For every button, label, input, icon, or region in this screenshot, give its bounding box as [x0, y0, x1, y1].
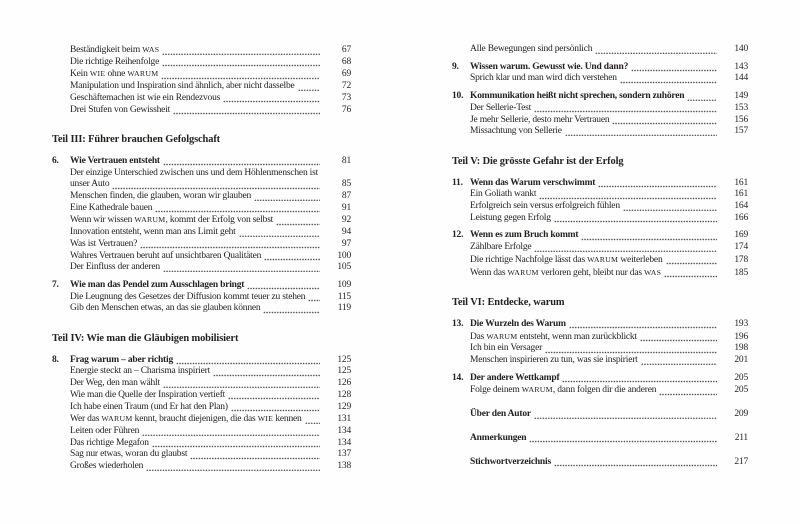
toc-entry-page: 157 [734, 126, 748, 137]
dot-leader [264, 254, 320, 261]
toc-entry-label: Kein WIE ohne WARUM [70, 69, 159, 80]
toc-entry [52, 179, 351, 191]
toc-entry-page: 217 [734, 456, 748, 467]
toc-entry-label: Die Leugnung des Gesetzes der Diffusion kommt teuer zu stehen [70, 291, 306, 302]
toc-entry-label: Eine Kathedrale bauen [70, 202, 153, 213]
toc-entry-page: 68 [341, 56, 351, 67]
toc-entry-label: Folge deinem WARUM, dann folgen dir die anderen [470, 385, 657, 396]
toc-entry-page: 185 [734, 267, 748, 278]
toc-entry-label: Über den Autor [470, 409, 531, 420]
toc-entry-label: Der andere Wettkampf [470, 372, 560, 383]
toc-group [452, 319, 748, 367]
toc-group [52, 44, 351, 116]
dot-leader [581, 234, 717, 241]
toc-entry [52, 292, 351, 304]
dot-leader [142, 429, 320, 436]
dot-leader [162, 48, 320, 55]
dot-leader [659, 389, 717, 396]
dot-leader [176, 358, 320, 365]
dot-leader [534, 412, 717, 419]
toc-group [452, 373, 748, 397]
toc-group [452, 178, 748, 225]
toc-entry-label: Manipulation und Inspiration sind ähnlich, aber nicht dasselbe [70, 81, 295, 92]
toc-entry-label: Der Einfluss der anderen [70, 262, 160, 273]
toc-entry-page: 105 [337, 262, 351, 273]
toc-entry-page: 209 [734, 409, 748, 420]
toc-entry [52, 413, 351, 426]
toc-entry [52, 156, 351, 168]
toc-entry-label: Wissen warum. Gewusst wie. Und dann? [470, 61, 629, 72]
smallcaps-word: WARUM [101, 414, 133, 424]
dot-leader [112, 183, 320, 190]
toc-entry-page: 211 [734, 432, 748, 443]
toc-entry-label: Die Wurzeln des Warum [470, 318, 566, 329]
dot-leader [213, 370, 320, 377]
dot-leader [163, 265, 320, 272]
chapter-number: 9. [452, 61, 459, 72]
toc-entry-label: Wenn das WARUM verloren geht, bleibt nur das WAS [470, 267, 662, 278]
toc-entry [52, 438, 351, 450]
dot-leader [254, 194, 320, 201]
toc-group [452, 91, 748, 138]
toc-entry-label: Das WARUM entsteht, wenn man zurückblickt [470, 331, 637, 342]
toc-entry-label: Wie Vertrauen entsteht [70, 155, 160, 166]
toc-entry-label: Die richtige Reihenfolge [70, 56, 160, 67]
toc-entry [452, 331, 748, 344]
toc-entry-page: 128 [337, 389, 351, 400]
toc-entry [52, 280, 351, 292]
dot-leader [161, 73, 320, 80]
toc-group [52, 156, 351, 274]
toc-entry-label: Die richtige Nachfolge lässt das WARUM weiterleben [470, 254, 663, 265]
toc-entry [452, 230, 748, 242]
toc-entry [452, 373, 748, 385]
dot-leader [534, 106, 717, 113]
toc-entry-continuation-line: Der einzige Unterschied zwischen uns und dem Höhlenmenschen ist [70, 167, 319, 178]
toc-entry-label: Der Sellerie-Test [470, 102, 532, 113]
dot-leader [231, 405, 320, 412]
toc-entry-label: Kommunikation heißt nicht sprechen, sondern zuhören [470, 91, 685, 102]
dot-leader [612, 118, 717, 125]
toc-entry [452, 254, 748, 267]
toc-entry-page: 161 [734, 177, 748, 188]
dot-leader [263, 307, 320, 314]
toc-entry-page: 119 [337, 303, 351, 314]
toc-entry-label: Innovation entsteht, wenn man ans Limit geht [70, 227, 236, 238]
toc-entry-page: 125 [337, 354, 351, 365]
smallcaps-word: WARUM [134, 215, 166, 225]
toc-entry-label: Wahres Vertrauen beruht auf unsichtbaren Qualitäten [70, 250, 262, 261]
toc-entry-page: 100 [337, 250, 351, 261]
toc-entry-label: Leiten oder Führen [70, 425, 140, 436]
toc-entry-page: 131 [337, 414, 351, 425]
smallcaps-word: WIE [89, 69, 106, 79]
chapter-number: 12. [452, 230, 464, 241]
toc-entry-page: 69 [341, 69, 351, 80]
toc-entry [452, 319, 748, 331]
chapter-number: 6. [52, 155, 59, 166]
toc-entry-label: Wer das WARUM kennt, braucht diejenigen, die das WIE kennen [70, 414, 302, 425]
toc-entry-page: 201 [734, 355, 748, 366]
dot-leader [247, 283, 320, 290]
toc-group [52, 280, 351, 315]
dot-leader [308, 295, 320, 302]
dot-leader [562, 376, 717, 383]
dot-leader [554, 460, 717, 467]
dot-leader [554, 216, 717, 223]
toc-entry [52, 57, 351, 69]
dot-leader [534, 245, 717, 252]
toc-entry-label: Stichwortverzeichnis [470, 456, 551, 467]
toc-entry-label: Anmerkungen [470, 432, 527, 443]
toc-entry-label: Der Weg, den man wählt [70, 378, 160, 389]
toc-entry [452, 433, 748, 445]
toc-entry-page: 67 [341, 45, 351, 55]
toc-entry [452, 44, 748, 56]
dot-leader [598, 181, 717, 188]
smallcaps-word: WARUM [486, 331, 518, 341]
dot-leader [276, 219, 320, 226]
toc-entry-page: 198 [734, 343, 748, 354]
section-heading: Teil IV: Wie man die Gläubigen mobilisiert [52, 333, 239, 345]
chapter-number: 8. [52, 354, 59, 365]
toc-entry-page: 166 [734, 212, 748, 223]
toc-entry [52, 203, 351, 215]
dot-leader [223, 96, 320, 103]
toc-entry-page: 144 [734, 73, 748, 84]
toc-entry [452, 189, 748, 201]
toc-column-left [52, 44, 351, 473]
dot-leader [631, 65, 717, 72]
smallcaps-word: WIE [257, 414, 274, 424]
toc-entry-page: 156 [734, 114, 748, 125]
toc-entry [452, 91, 748, 103]
toc-entry [452, 201, 748, 213]
dot-leader [239, 230, 320, 237]
toc-entry-page: 153 [734, 102, 748, 113]
toc-entry [52, 355, 351, 367]
chapter-number: 14. [452, 372, 464, 383]
dot-leader [152, 441, 320, 448]
toc-entry-page: 85 [341, 179, 351, 190]
toc-entry [52, 390, 351, 402]
toc-entry-page: 134 [337, 437, 351, 448]
dot-leader [155, 206, 320, 213]
toc-entry-label: Ein Goliath wankt [470, 189, 537, 200]
toc-entry-label: Ich bin ein Versager [470, 343, 543, 354]
toc-entry-label: Wenn das Warum verschwimmt [470, 177, 596, 188]
dot-leader [190, 453, 320, 460]
section-heading: Teil III: Führer brauchen Gefolgschaft [52, 134, 221, 146]
toc-entry [52, 68, 351, 81]
toc-entry [452, 115, 748, 127]
dot-leader [146, 464, 320, 471]
dot-leader [569, 322, 717, 329]
toc-group [452, 409, 748, 421]
dot-leader [595, 47, 717, 54]
toc-entry [52, 378, 351, 390]
section-heading: Teil VI: Entdecke, warum [452, 297, 565, 309]
toc-entry-label: Sag nur etwas, woran du glaubst [70, 449, 188, 460]
dot-leader [565, 129, 717, 136]
toc-entry-page: 73 [341, 92, 351, 103]
dot-leader [687, 94, 717, 101]
toc-entry [52, 44, 351, 57]
toc-entry-page: 72 [341, 81, 351, 92]
dot-leader [298, 84, 320, 91]
toc-entry-label: Gib den Menschen etwas, an das sie glauben können [70, 303, 261, 314]
toc-entry [52, 262, 351, 274]
dot-leader [620, 77, 717, 84]
toc-entry-page: 126 [337, 378, 351, 389]
toc-entry-label: Je mehr Sellerie, desto mehr Vertrauen [470, 114, 610, 125]
toc-entry [452, 103, 748, 115]
toc-entry [52, 461, 351, 473]
toc-entry [452, 62, 748, 74]
toc-entry-page: 92 [341, 215, 351, 226]
toc-entry [452, 178, 748, 190]
toc-entry [52, 239, 351, 251]
section-heading: Teil V: Die grösste Gefahr ist der Erfolg [452, 155, 624, 167]
dot-leader [640, 335, 717, 342]
toc-entry [452, 242, 748, 254]
toc-entry-page: 81 [341, 155, 351, 166]
smallcaps-word: WARUM [521, 385, 553, 395]
toc-entry [52, 303, 351, 315]
toc-entry [452, 126, 748, 138]
toc-entry [52, 449, 351, 461]
smallcaps-word: WAS [644, 267, 662, 277]
toc-entry-page: 169 [734, 230, 748, 241]
toc-entry-label: Wenn es zum Bruch kommt [470, 230, 579, 241]
toc-entry-page: 205 [734, 372, 748, 383]
toc-entry-page: 138 [337, 461, 351, 472]
toc-entry-label: Beständigkeit beim WAS [70, 45, 160, 55]
toc-entry-page: 140 [734, 44, 748, 54]
toc-entry [452, 73, 748, 85]
dot-leader [666, 258, 717, 265]
toc-entry-page: 115 [337, 291, 351, 302]
toc-entry-page: 161 [734, 189, 748, 200]
dot-leader [162, 60, 320, 67]
dot-leader [140, 242, 320, 249]
toc-entry-page: 143 [734, 61, 748, 72]
toc-entry-page: 109 [337, 279, 351, 290]
toc-entry-label: Zählbare Erfolge [470, 242, 532, 253]
toc-entry [52, 227, 351, 239]
smallcaps-word: WARUM [507, 267, 539, 277]
toc-entry [52, 93, 351, 105]
toc-entry-label: Das richtige Megafon [70, 437, 149, 448]
toc-group [452, 230, 748, 279]
toc-entry-label: Leistung gegen Erfolg [470, 212, 551, 223]
dot-leader [539, 193, 717, 200]
toc-entry-label: Drei Stufen von Gewissheit [70, 104, 171, 115]
toc-entry-label: Großes wiederholen [70, 461, 144, 472]
dot-leader [163, 159, 320, 166]
toc-group [452, 457, 748, 469]
toc-entry [52, 366, 351, 378]
toc-entry-label: Erfolgreich sein versus erfolgreich fühlen [470, 201, 620, 212]
toc-entry-page: 149 [734, 91, 748, 102]
toc-entry-page: 94 [341, 227, 351, 238]
toc-entry-page: 91 [341, 202, 351, 213]
toc-entry-label: Alle Bewegungen sind persönlich [470, 44, 593, 54]
toc-entry-page: 134 [337, 425, 351, 436]
toc-entry [452, 355, 748, 367]
toc-entry-page: 76 [341, 104, 351, 115]
toc-entry-page: 129 [337, 401, 351, 412]
dot-leader [529, 436, 717, 443]
chapter-number: 11. [452, 177, 463, 188]
toc-entry-label: Wenn wir wissen WARUM, kommt der Erfolg von selbst [70, 215, 274, 226]
toc-entry [52, 105, 351, 117]
dot-leader [545, 347, 717, 354]
toc-entry-label: Menschen inspirieren zu tun, was sie inspiriert [470, 355, 638, 366]
toc-entry [452, 409, 748, 421]
toc-entry-label: Missachtung von Sellerie [470, 126, 562, 137]
dot-leader [228, 393, 320, 400]
toc-entry [52, 402, 351, 414]
dot-leader [305, 417, 320, 424]
toc-entry-label: Wie man das Pendel zum Ausschlagen bringt [70, 279, 245, 290]
toc-entry [52, 191, 351, 203]
dot-leader [163, 381, 320, 388]
toc-group [452, 433, 748, 445]
toc-entry [452, 343, 748, 355]
toc-entry-page: 178 [734, 254, 748, 265]
toc-entry-page: 164 [734, 201, 748, 212]
toc-entry [52, 251, 351, 263]
dot-leader [664, 271, 717, 278]
toc-entry [452, 384, 748, 397]
toc-entry-page: 97 [341, 238, 351, 249]
toc-entry [452, 213, 748, 225]
toc-entry-label: Wie man die Quelle der Inspiration vertieft [70, 389, 226, 400]
toc-entry-label: Geschäftemachen ist wie ein Rendezvous [70, 92, 221, 103]
toc-entry-label: Sprich klar und man wird dich verstehen [470, 73, 617, 84]
toc-entry [52, 426, 351, 438]
toc-entry-label: Energie steckt an – Charisma inspiriert [70, 366, 211, 377]
toc-entry-label: Frag warum – aber richtig [70, 354, 173, 365]
dot-leader [641, 358, 717, 365]
smallcaps-word: WARUM [127, 69, 159, 79]
toc-group [52, 355, 351, 473]
toc-entry-page: 137 [337, 449, 351, 460]
toc-entry [52, 81, 351, 93]
toc-entry-label: Was ist Vertrauen? [70, 238, 138, 249]
smallcaps-word: WAS [142, 45, 160, 54]
toc-entry-label: Menschen finden, die glauben, woran wir glauben [70, 191, 252, 202]
toc-entry [452, 457, 748, 469]
toc-entry-page: 87 [341, 191, 351, 202]
toc-column-right [452, 44, 748, 468]
toc-entry-label: Ich habe einen Traum (und Er hat den Plan) [70, 401, 228, 412]
toc-entry [52, 214, 351, 227]
dot-leader [173, 108, 320, 115]
toc-entry-page: 125 [337, 366, 351, 377]
toc-entry [452, 267, 748, 280]
toc-entry-page: 193 [734, 318, 748, 329]
toc-group [452, 44, 748, 56]
chapter-number: 13. [452, 318, 464, 329]
chapter-number: 7. [52, 279, 59, 290]
chapter-number: 10. [452, 91, 464, 102]
toc-entry-page: 174 [734, 242, 748, 253]
toc-entry-page: 205 [734, 385, 748, 396]
smallcaps-word: WARUM [587, 254, 619, 264]
dot-leader [623, 204, 717, 211]
toc-entry-label: unser Auto [70, 179, 110, 190]
toc-entry-page: 196 [734, 331, 748, 342]
toc-group [452, 62, 748, 85]
